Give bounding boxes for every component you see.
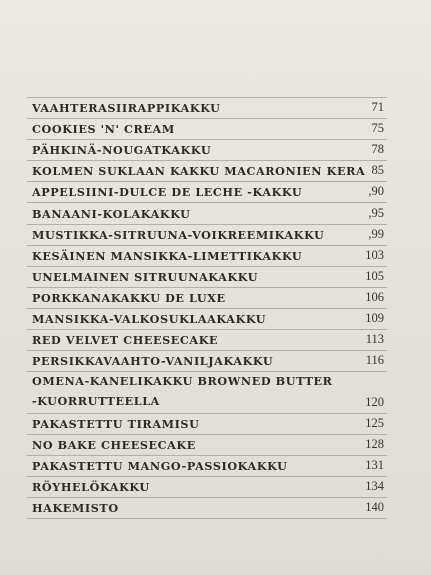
toc-entry-title: UNELMAINEN SITRUUNAKAKKU bbox=[32, 269, 259, 284]
toc-entry-page: 106 bbox=[365, 289, 384, 304]
toc-entry-page: 109 bbox=[365, 311, 384, 326]
toc-row bbox=[27, 435, 387, 456]
table-of-contents bbox=[27, 97, 387, 519]
toc-row bbox=[27, 288, 387, 309]
toc-entry-page: 113 bbox=[365, 332, 384, 347]
toc-entry-page: ,90 bbox=[368, 184, 384, 199]
toc-row bbox=[27, 372, 387, 414]
toc-entry-page: 85 bbox=[371, 163, 384, 178]
toc-row bbox=[27, 477, 387, 498]
toc-entry-page: 75 bbox=[371, 121, 384, 136]
toc-entry-page: 134 bbox=[365, 479, 384, 494]
toc-row bbox=[27, 97, 387, 119]
toc-entry-title: HAKEMISTO bbox=[32, 501, 119, 516]
toc-row bbox=[27, 119, 387, 140]
toc-row bbox=[27, 140, 387, 161]
toc-entry-title: COOKIES 'N' CREAM bbox=[32, 122, 175, 137]
toc-entry-page: 125 bbox=[365, 415, 384, 430]
toc-row bbox=[27, 351, 387, 372]
toc-entry-title: PAKASTETTU TIRAMISU bbox=[32, 416, 200, 431]
toc-entry-title: NO BAKE CHEESECAKE bbox=[32, 438, 196, 452]
toc-entry-page: ,99 bbox=[368, 226, 384, 241]
toc-entry-title: KOLMEN SUKLAAN KAKKU MACARONIEN KERA bbox=[32, 164, 366, 179]
toc-entry-title: RÖYHELÖKAKKU bbox=[32, 480, 150, 495]
toc-entry-page: 116 bbox=[365, 353, 384, 368]
toc-entry-page: 128 bbox=[365, 437, 384, 451]
toc-row bbox=[27, 414, 387, 435]
toc-row bbox=[27, 330, 387, 351]
toc-entry-title: MUSTIKKA-SITRUUNA-VOIKREEMIKAKKU bbox=[32, 227, 325, 242]
toc-entry-title: PORKKANAKAKKU DE LUXE bbox=[32, 290, 226, 305]
toc-entry-title: APPELSIINI-DULCE DE LECHE -KAKKU bbox=[32, 185, 303, 200]
toc-entry-page: 105 bbox=[365, 268, 384, 283]
toc-row bbox=[27, 309, 387, 330]
toc-entry-page: 71 bbox=[371, 100, 384, 115]
toc-entry-title: MANSIKKA-VALKOSUKLAAKAKKU bbox=[32, 312, 267, 327]
toc-entry-page: 120 bbox=[365, 394, 384, 409]
toc-row bbox=[27, 267, 387, 288]
toc-entry-page: 78 bbox=[371, 142, 384, 157]
toc-entry-page: ,95 bbox=[368, 205, 384, 220]
toc-row bbox=[27, 225, 387, 246]
toc-entry-title: PÄHKINÄ-NOUGATKAKKU bbox=[32, 143, 212, 158]
toc-entry-page: 103 bbox=[365, 247, 384, 262]
toc-row bbox=[27, 182, 387, 203]
toc-entry-title: KESÄINEN MANSIKKA-LIMETTIKAKKU bbox=[32, 248, 303, 263]
toc-entry-page: 131 bbox=[365, 458, 384, 473]
toc-row bbox=[27, 246, 387, 267]
toc-row bbox=[27, 456, 387, 477]
toc-entry-title: PAKASTETTU MANGO-PASSIOKAKKU bbox=[32, 459, 288, 474]
toc-entry-title: VAAHTERASIIRAPPIKAKKU bbox=[32, 101, 221, 116]
toc-entry-title: PERSIKKAVAAHTO-VANILJAKAKKU bbox=[32, 354, 274, 369]
toc-row bbox=[27, 203, 387, 224]
toc-entry-title: RED VELVET CHEESECAKE bbox=[32, 333, 219, 348]
toc-entry-title: OMENA-KANELIKAKKU BROWNED BUTTER -KUORRUTTEELLA bbox=[32, 373, 333, 409]
toc-row bbox=[27, 161, 387, 182]
toc-entry-title: BANAANI-KOLAKAKKU bbox=[32, 206, 191, 221]
toc-entry-page: 140 bbox=[365, 500, 384, 515]
toc-row bbox=[27, 498, 387, 519]
